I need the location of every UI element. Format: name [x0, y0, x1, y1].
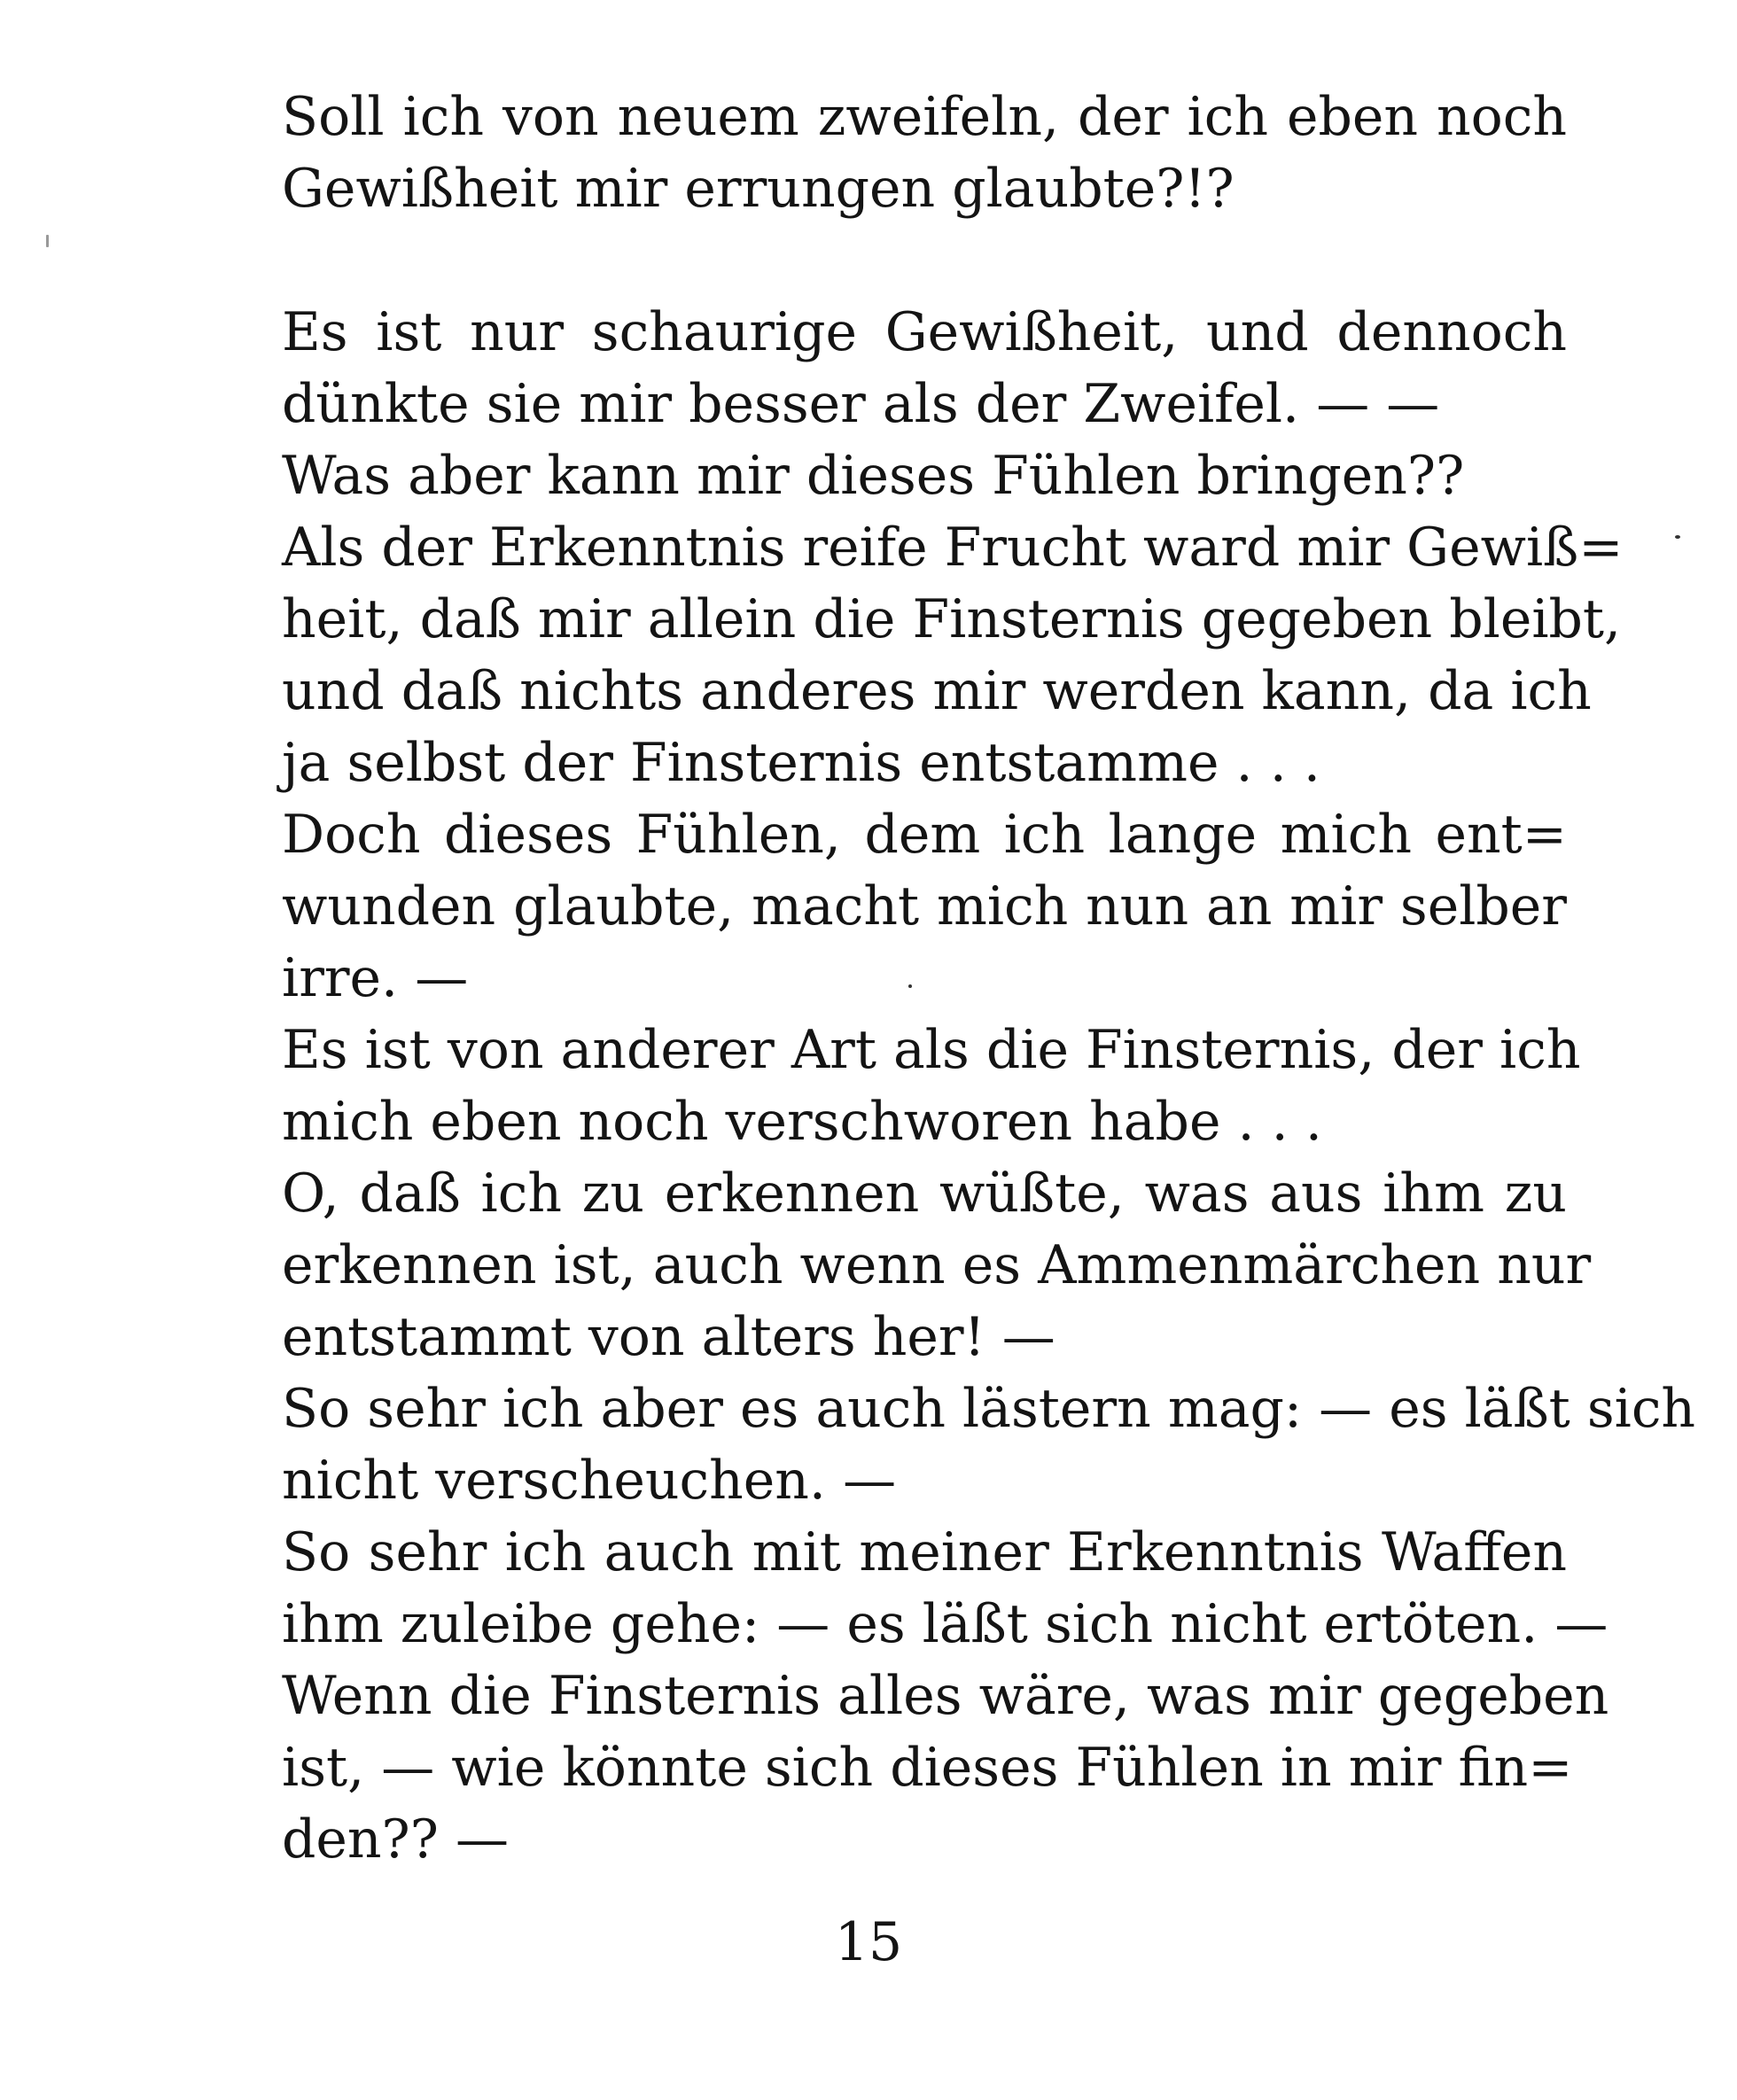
text-line: So sehr ich auch mit meiner Erkenntnis Waffen: [282, 1521, 1567, 1583]
text-line: Was aber kann mir dieses Fühlen bringen??: [282, 445, 1465, 507]
text-line: So sehr ich aber es auch lästern mag: — es läßt sich: [282, 1378, 1696, 1440]
text-line: nicht verscheuchen. —: [282, 1450, 897, 1512]
text-line: und daß nichts anderes mir werden kann, da ich: [282, 660, 1592, 722]
text-line: wunden glaubte, macht mich nun an mir selber: [282, 875, 1567, 937]
text-line: ist, — wie könnte sich dieses Fühlen in mir fin=: [282, 1737, 1573, 1799]
text-line: erkennen ist, auch wenn es Ammenmärchen nur: [282, 1234, 1592, 1296]
text-line: Als der Erkenntnis reife Frucht ward mir Gewiß=: [282, 517, 1624, 579]
text-line: Doch dieses Fühlen, dem ich lange mich ent=: [282, 804, 1567, 866]
text-line: O, daß ich zu erkennen wüßte, was aus ihm zu: [282, 1163, 1567, 1225]
scan-speck: [908, 984, 912, 988]
paragraph-gap: [282, 225, 1567, 297]
text-line: Gewißheit mir errungen glaubte?!?: [282, 158, 1235, 220]
page-number: 15: [834, 1911, 903, 1973]
text-line: Es ist von anderer Art als die Finsternis, der ich: [282, 1019, 1581, 1081]
text-line: dünkte sie mir besser als der Zweifel. — —: [282, 373, 1440, 435]
scan-speck: [46, 235, 49, 247]
text-line: mich eben noch verschworen habe . . .: [282, 1091, 1322, 1153]
text-line: ja selbst der Finsternis entstamme . . .: [282, 732, 1320, 794]
scan-speck: [1675, 535, 1680, 539]
body-text: [282, 82, 1696, 1876]
text-line: heit, daß mir allein die Finsternis gegeben bleibt,: [282, 588, 1622, 650]
text-line: Es ist nur schaurige Gewißheit, und dennoch: [282, 301, 1567, 363]
text-line: ihm zuleibe gehe: — es läßt sich nicht ertöten. —: [282, 1593, 1608, 1655]
text-line: den?? —: [282, 1808, 509, 1871]
text-line: Soll ich von neuem zweifeln, der ich eben noch: [282, 86, 1567, 148]
text-line: irre. —: [282, 947, 469, 1009]
text-line: Wenn die Finsternis alles wäre, was mir gegeben: [282, 1665, 1609, 1727]
text-line: entstammt von alters her! —: [282, 1306, 1055, 1368]
